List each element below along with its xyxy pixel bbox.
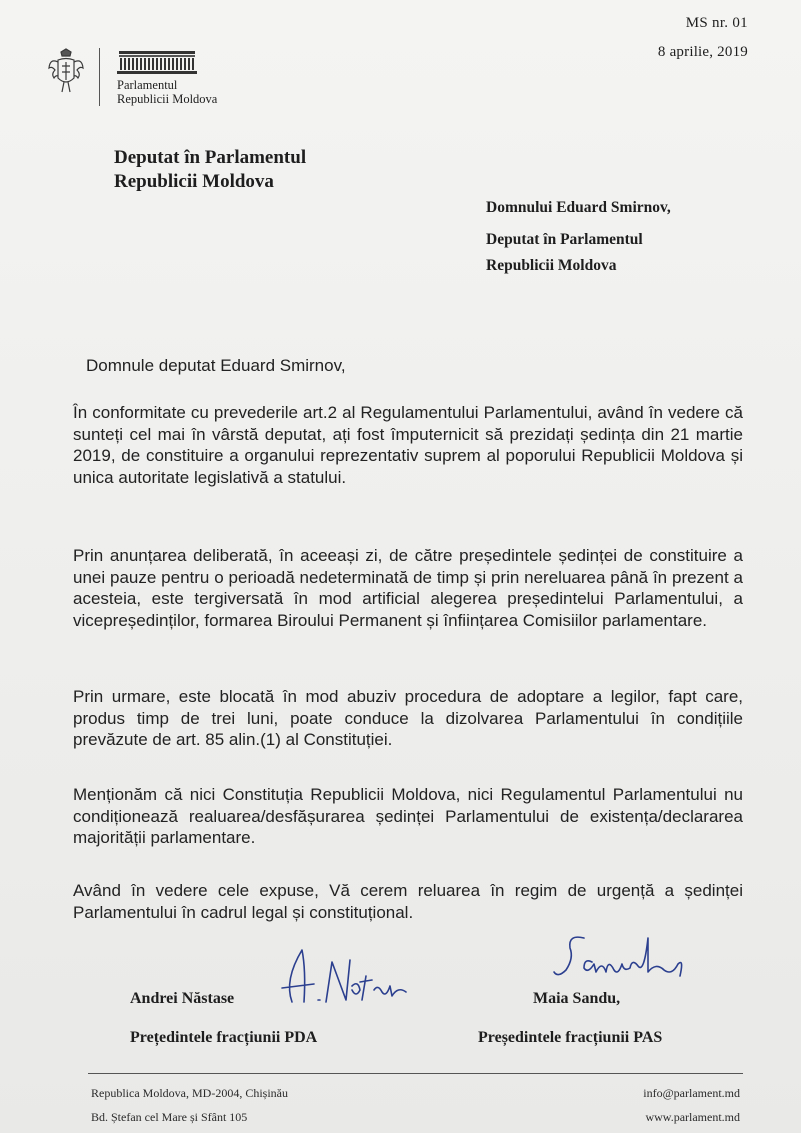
footer-website: www.parlament.md [645,1110,740,1124]
footer-address-line1: Republica Moldova, MD-2004, Chișinău [91,1086,288,1100]
parliament-building-logo [117,49,197,75]
body-paragraph: Prin anunțarea deliberată, în aceeași zi, de către președintele ședinței de constituire a unei pauze pentru o perioadă nedeterminată de timp și prin nereluarea până în prezent a acesteia, este tergiversată în mod artificial alegerea președintelui Parlamentului, a vicepreședinților, formarea Biroului Permanent și înființarea Comisiilor parlamentare. [73,546,743,630]
footer-divider [88,1073,743,1074]
coat-of-arms-icon [48,48,84,94]
recipient-line3: Republicii Moldova [486,257,617,274]
salutation: Domnule deputat Eduard Smirnov, [86,356,346,375]
org-name-line2: Republicii Moldova [117,92,218,106]
signature-right [548,928,718,990]
signatory-right-title: Președintele fracțiunii PAS [478,1029,663,1046]
sender-title-line2: Republicii Moldova [114,171,274,192]
logo-divider [99,48,100,106]
footer-email: info@parlament.md [643,1086,740,1100]
sender-title-line1: Deputat în Parlamentul [114,147,307,168]
body-paragraph: Având în vedere cele expuse, Vă cerem reluarea în regim de urgență a ședinței Parlamentului în cadrul legal și constituțional. [73,881,743,922]
body-paragraph: Prin urmare, este blocată în mod abuziv procedura de adoptare a legilor, fapt care, produs timp de trei luni, poate conduce la dizolvarea Parlamentului în condițiile prevăzute de art. 85 alin.(1) al Constituției. [73,687,743,750]
document-number: MS nr. 01 [685,15,748,31]
document-date: 8 aprilie, 2019 [657,44,748,60]
body-paragraph: Menționăm că nici Constituția Republicii Moldova, nici Regulamentul Parlamentului nu condiționează realuarea/desfășurarea ședinței Parlamentului de existența/declararea majorității parlamentare. [73,785,743,848]
recipient-name: Domnului Eduard Smirnov, [486,199,671,216]
signatory-left-title: Prețedintele fracțiunii PDA [130,1029,318,1046]
body-paragraph: În conformitate cu prevederile art.2 al Regulamentului Parlamentului, având în vedere că sunteți cel mai în vârstă deputat, ați fost împuternicit să prezidați ședința din 21 martie 2019, de constituire a organului reprezentativ suprem al poporului Republicii Moldova și unica autoritate legislativă a statului. [73,403,743,487]
recipient-line2: Deputat în Parlamentul [486,231,643,248]
footer-address-line2: Bd. Ștefan cel Mare și Sfânt 105 [91,1110,248,1124]
signatory-right-name: Maia Sandu, [533,990,621,1007]
org-name-line1: Parlamentul [117,78,178,92]
signatory-left-name: Andrei Năstase [130,990,235,1007]
signature-left [262,940,422,1015]
